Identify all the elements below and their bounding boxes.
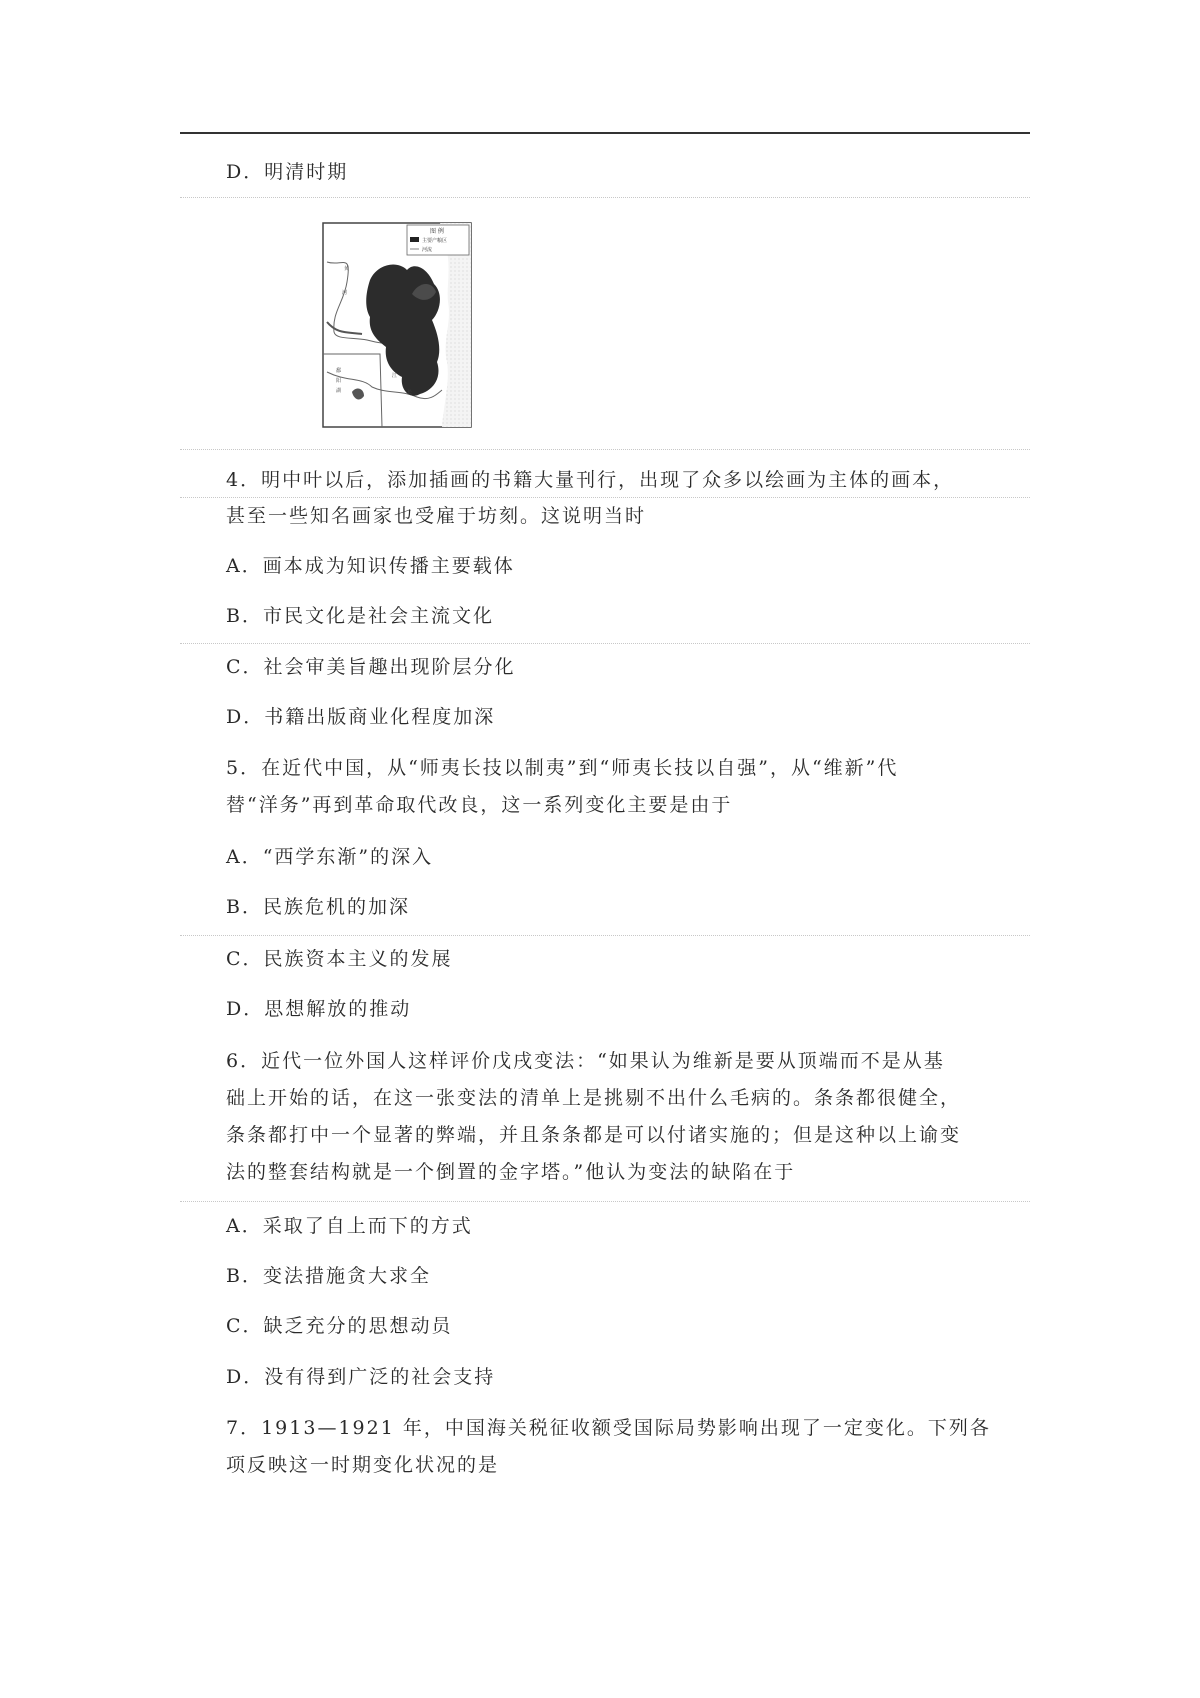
- legend-item-river: 河流: [422, 247, 433, 253]
- q5-stem-line1: 5．在近代中国，从“师夷长技以制夷”到“师夷长技以自强”，从“维新”代: [226, 757, 899, 779]
- map-label-jiang: 江: [392, 373, 398, 379]
- q5-stem-line2: 替“洋务”再到革命取代改良，这一系列变化主要是由于: [226, 794, 733, 816]
- q6-option-d: D．没有得到广泛的社会支持: [226, 1366, 496, 1388]
- divider: [180, 497, 1030, 498]
- q4-option-b: B．市民文化是社会主流文化: [226, 605, 494, 627]
- q4-option-d: D．书籍出版商业化程度加深: [226, 706, 496, 728]
- q5-option-d: D．思想解放的推动: [226, 998, 412, 1020]
- q5-option-c: C．民族资本主义的发展: [226, 948, 453, 970]
- q6-stem-line3: 条条都打中一个显著的弊端，并且条条都是可以付诸实施的；但是这种以上谕变: [226, 1124, 962, 1146]
- map-label-yang: 阳: [336, 378, 342, 384]
- divider: [180, 449, 1030, 450]
- map-label-chang: 长: [407, 390, 413, 396]
- q6-stem-line4: 法的整套结构就是一个倒置的金字塔。”他认为变法的缺陷在于: [226, 1161, 796, 1183]
- q4-stem-line2: 甚至一些知名画家也受雇于坊刻。这说明当时: [226, 505, 647, 527]
- q4-stem-line1: 4．明中叶以后，添加插画的书籍大量刊行，出现了众多以绘画为主体的画本，: [226, 469, 955, 491]
- legend-item-grain: 主要产粮区: [422, 238, 448, 244]
- legend-title: 图 例: [430, 228, 444, 235]
- map-label-po: 鄱: [336, 368, 342, 374]
- q6-option-c: C．缺乏充分的思想动员: [226, 1315, 453, 1337]
- q6-stem-line2: 础上开始的话，在这一张变法的清单上是挑剔不出什么毛病的。条条都很健全，: [226, 1087, 962, 1109]
- q6-option-b: B．变法措施贪大求全: [226, 1265, 431, 1287]
- q3-option-d: D．明清时期: [226, 161, 349, 183]
- q5-option-a: A．“西学东渐”的深入: [226, 846, 434, 868]
- legend-swatch-grain: [410, 237, 419, 242]
- q4-option-a: A．画本成为知识传播主要载体: [226, 555, 515, 577]
- map-label-he: 河: [342, 290, 348, 296]
- map-label-hu: 湖: [336, 388, 342, 394]
- q7-stem-line1: 7．1913—1921 年，中国海关税征收额受国际局势影响出现了一定变化。下列各: [226, 1417, 991, 1439]
- q6-option-a: A．采取了自上而下的方式: [226, 1215, 473, 1237]
- q4-option-c: C．社会审美旨趣出现阶层分化: [226, 656, 516, 678]
- divider: [180, 1201, 1030, 1202]
- header-rule: [180, 132, 1030, 134]
- grain-region-map: [322, 222, 472, 428]
- divider: [180, 197, 1030, 198]
- divider: [180, 643, 1030, 644]
- divider: [180, 935, 1030, 936]
- q6-stem-line1: 6．近代一位外国人这样评价戊戌变法：“如果认为维新是要从顶端而不是从基: [226, 1050, 945, 1072]
- q5-option-b: B．民族危机的加深: [226, 896, 410, 918]
- q7-stem-line2: 项反映这一时期变化状况的是: [226, 1454, 500, 1476]
- map-label-huang: 黄: [344, 266, 350, 272]
